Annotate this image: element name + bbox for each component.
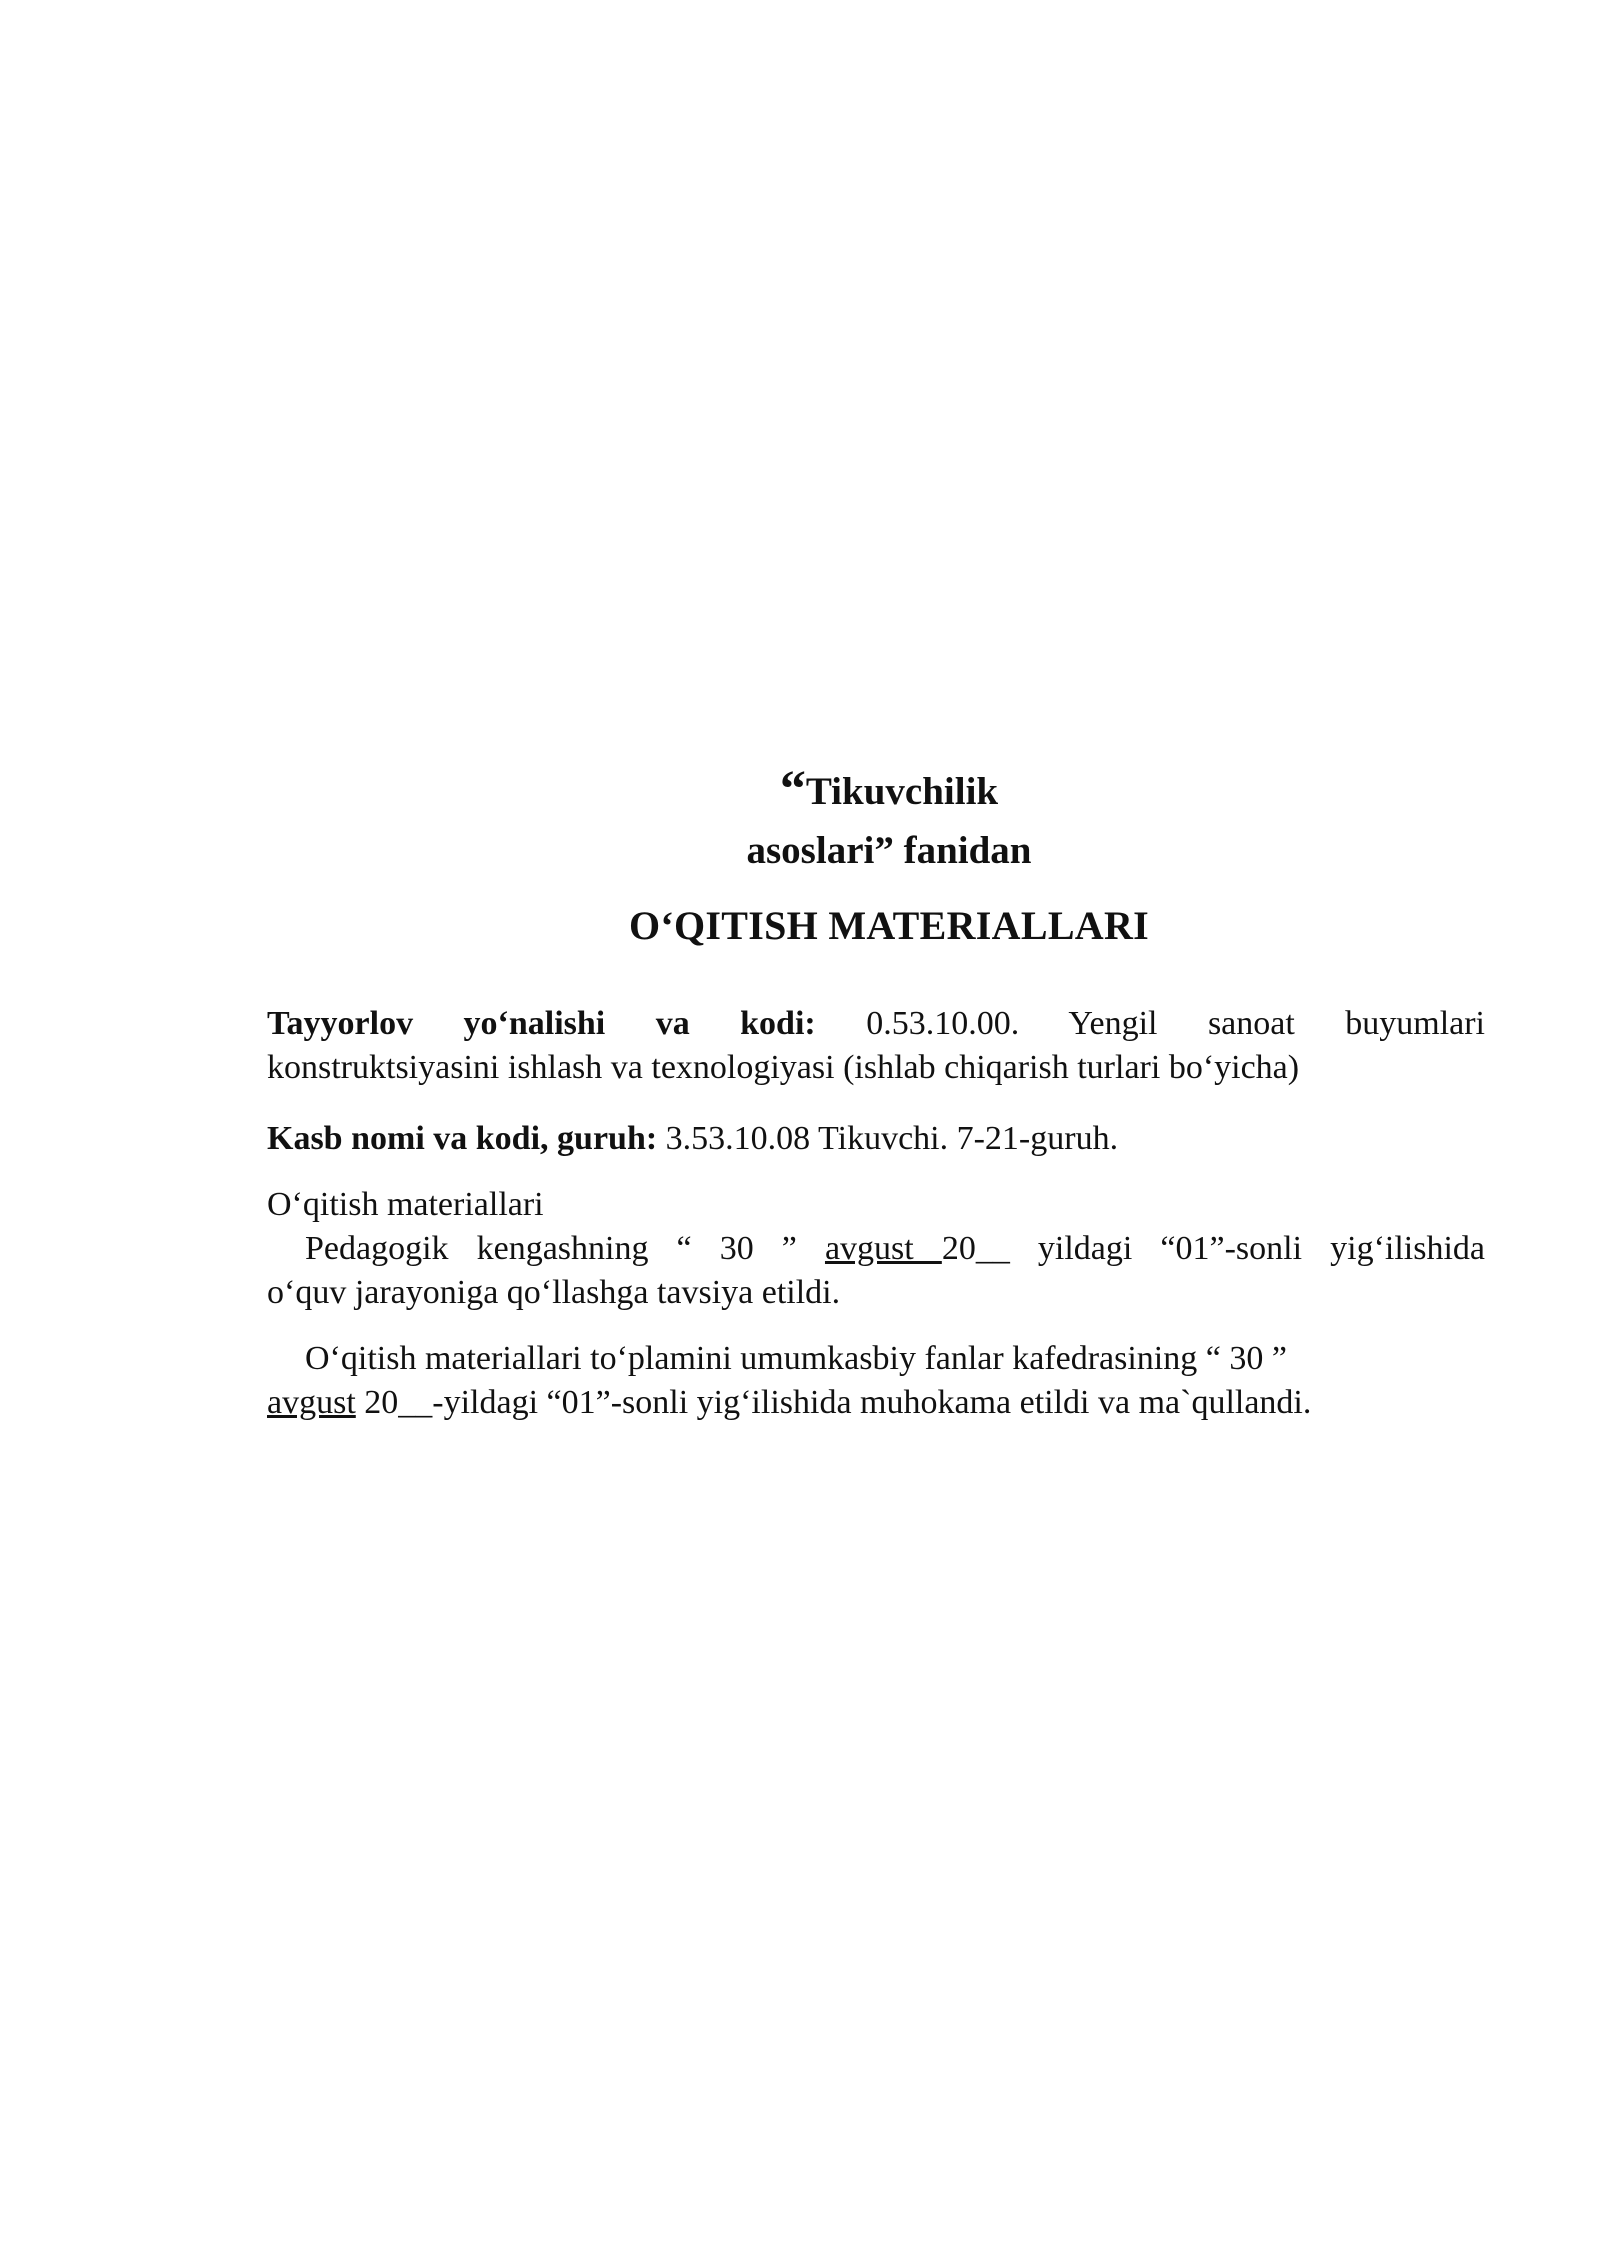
profession-label: Kasb nomi va kodi, guruh: <box>267 1120 658 1157</box>
subject-title-line-2: asoslari” fanidan <box>746 829 1032 872</box>
council-text-1: Pedagogik kengashning “ 30 ” <box>305 1230 825 1267</box>
document-body <box>267 1002 1485 1425</box>
council-line-1 <box>267 1227 1485 1271</box>
council-line-2: o‘quv jarayoniga qo‘llashga tavsiya etildi. <box>267 1274 841 1311</box>
council-paragraph <box>267 1227 1485 1315</box>
materials-label: O‘qitish materiallari <box>267 1186 544 1223</box>
department-line-2 <box>267 1381 1485 1425</box>
direction-paragraph <box>267 1002 1485 1090</box>
direction-line-1 <box>267 1002 1485 1046</box>
open-quote: “ <box>779 761 806 818</box>
title-block <box>420 760 1358 949</box>
department-month: avgust <box>267 1384 356 1421</box>
direction-value-2: konstruktsiyasini ishlash va texnologiyasi (ishlab chiqarish turlari bo‘yicha) <box>267 1049 1300 1086</box>
direction-value-1: 0.53.10.00. Yengil sanoat buyumlari <box>866 1005 1486 1042</box>
subject-title-line-1 <box>420 760 1358 821</box>
department-text-2: 20__-yildagi “01”-sonli yig‘ilishida muhokama etildi va ma`qullandi. <box>355 1384 1312 1421</box>
department-line-1 <box>267 1337 1485 1381</box>
subject-title-text-1: Tikuvchilik <box>805 770 999 813</box>
department-paragraph <box>267 1337 1485 1425</box>
council-month: avgust <box>824 1230 942 1267</box>
direction-label: Tayyorlov yo‘nalishi va kodi: <box>267 1005 816 1042</box>
profession-paragraph <box>267 1117 1485 1161</box>
document-heading: O‘QITISH MATERIALLARI <box>628 903 1150 948</box>
department-text-1: O‘qitish materiallari to‘plamini umumkasbiy fanlar kafedrasining “ 30 ” <box>305 1340 1287 1377</box>
profession-value: 3.53.10.08 Tikuvchi. 7-21-guruh. <box>665 1120 1119 1157</box>
council-text-2: 20__ yildagi “01”-sonli yig‘ilishida <box>941 1230 1485 1267</box>
